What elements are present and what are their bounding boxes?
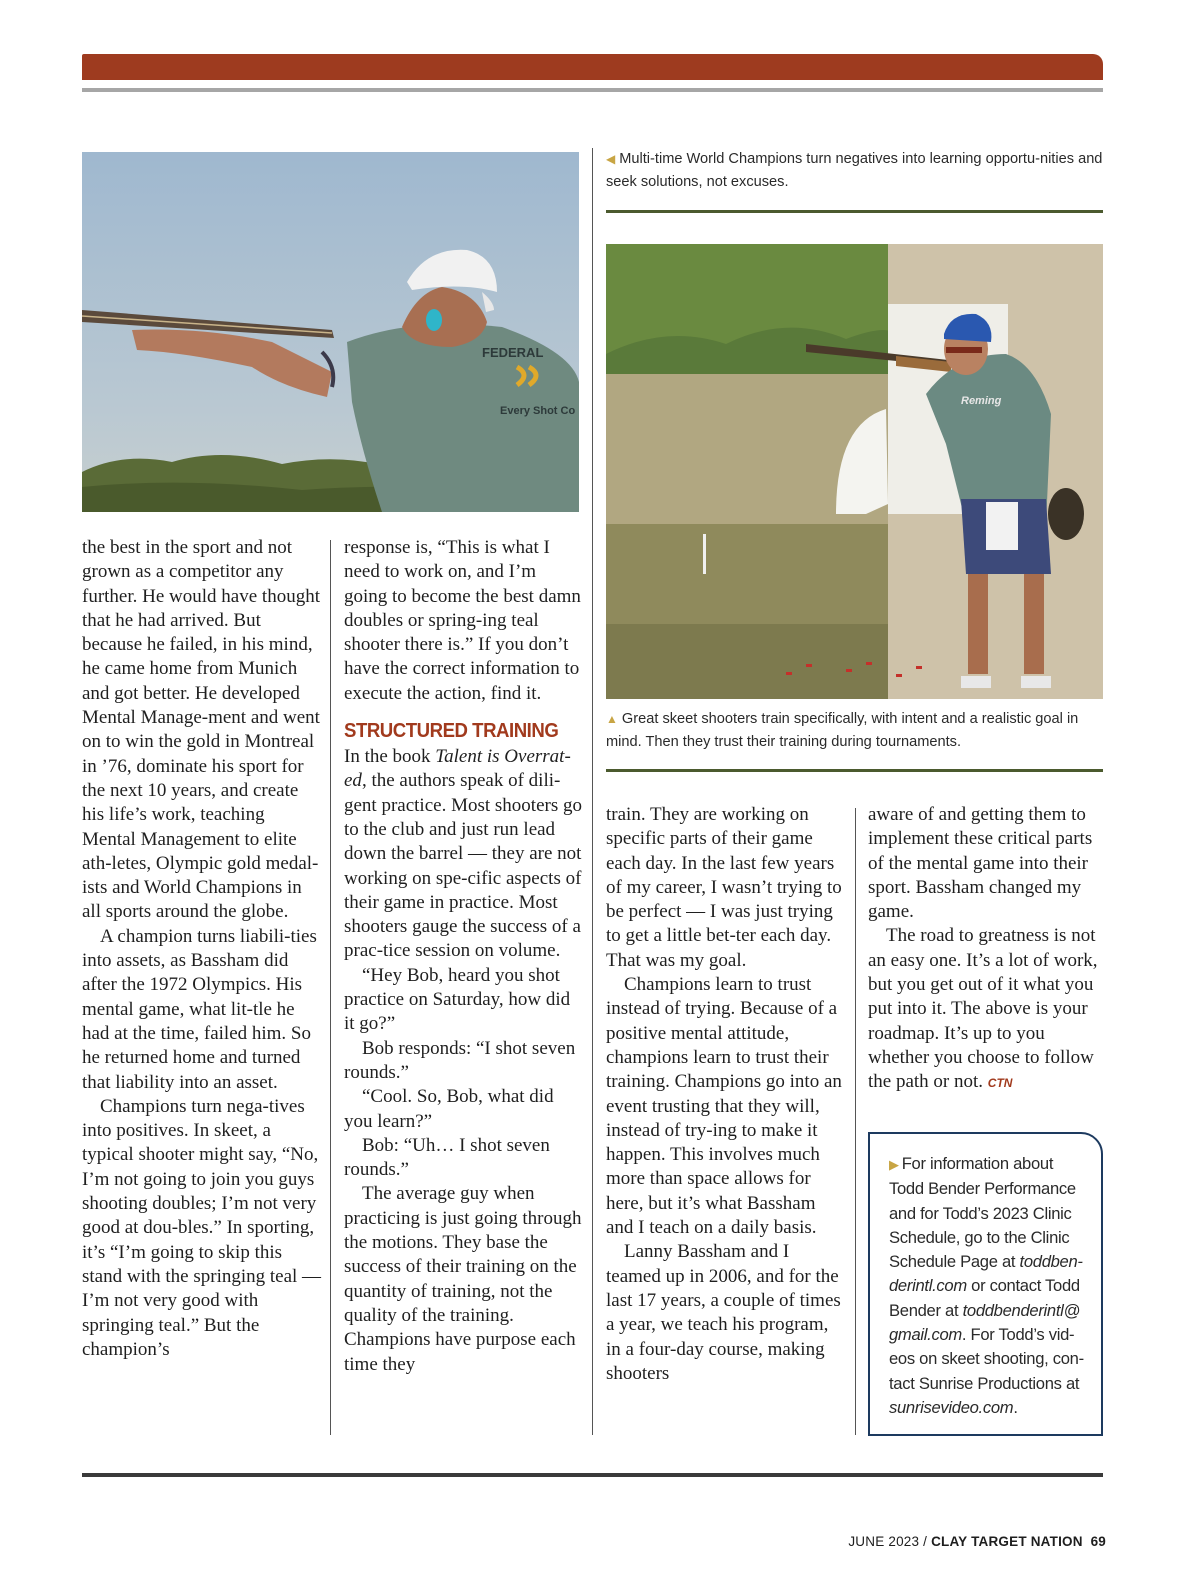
paragraph: response is, “This is what I need to work on, and I’m going to become the best damn doubles or spring-ing teal shooter there is.” If you don’t have the correct information to execute the action, find it. — [344, 537, 581, 704]
paragraph — [344, 745, 584, 964]
shirt-text-reming: Reming — [961, 395, 1002, 407]
header-color-bar — [82, 54, 1103, 80]
section-heading: STRUCTURED TRAINING — [344, 720, 559, 743]
caption-rule-top — [606, 210, 1103, 213]
info-text: . For Todd’s vid-eos on skeet shooting, con-tact Sunrise Productions at — [889, 1325, 1084, 1393]
paragraph: “Hey Bob, heard you shot practice on Saturday, how did it go?” — [344, 964, 571, 1035]
paragraph: Bob: “Uh… I shot seven rounds.” — [344, 1134, 550, 1181]
paragraph: Champions learn to trust instead of trying. Because of a positive mental attitude, champions learn to trust their training. Champions go into an event trusting that they will, instead of try-ing to make it happen. This involves much more than space allows for here, but it’s what Bassham and I teach on a daily basis. — [606, 974, 842, 1239]
column-divider-2 — [592, 148, 593, 1435]
paragraph: Champions turn nega-tives into positives. In skeet, a typical shooter might say, “No, I’m not going to join you guys shooting doubles; I’m not very good at dou-bles.” In sporting, it’s “I’m going to skip this stand with the springing teal — I’m not very good with springing teal.” But the champion’s — [82, 1095, 322, 1360]
info-arrow-right-icon: ▶ — [889, 1157, 899, 1172]
info-box — [868, 1132, 1103, 1436]
text-column-4 — [868, 803, 1108, 1096]
column-divider-1 — [330, 540, 331, 1435]
photo-skeet-station — [606, 244, 1103, 699]
text-column-2 — [344, 536, 584, 1377]
info-text: or contact Todd Bender at — [889, 1276, 1080, 1320]
caption-top-text: Multi-time World Champions turn negatives into learning opportu-nities and seek solutions, not excuses. — [606, 151, 1103, 190]
footer-rule — [82, 1473, 1103, 1477]
video-site-link[interactable]: sunrisevideo.com — [889, 1397, 1014, 1417]
paragraph: Bob responds: “I shot seven rounds.” — [344, 1037, 576, 1083]
book-title: Talent is Overrat-ed — [344, 746, 571, 792]
text-column-1 — [82, 536, 322, 1362]
text-column-3 — [606, 803, 846, 1386]
page-footer — [848, 1534, 1106, 1549]
caption-top — [606, 148, 1106, 194]
paragraph — [868, 924, 1108, 1095]
paragraph: the best in the sport and not grown as a competitor any further. He would have thought that he had arrived. But because he failed, in his mind, he came home from Munich and got better. He developed Mental Manage-ment and went on to win the gold in Montreal in ’76, dominate his sport for the next 10 years, and create his life’s work, teaching Mental Management to elite ath-letes, Olympic gold medal-ists and World Champions in all sports around the globe. — [82, 537, 320, 923]
caption-arrow-left-icon: ◀ — [606, 152, 616, 166]
page-number: 69 — [1090, 1534, 1106, 1549]
caption-bottom-text: Great skeet shooters train specifically, with intent and a realistic goal in mind. Then they trust their training during tournaments. — [606, 711, 1079, 750]
email-link[interactable]: toddbenderintl@ gmail.com — [889, 1300, 1081, 1345]
info-text: For information about Todd Bender Performance and for Todd’s 2023 Clinic Schedule, go to the Clinic Schedule Page at — [889, 1154, 1076, 1272]
ctn-end-mark-icon: CTN — [987, 1076, 1013, 1091]
footer-magazine: CLAY TARGET NATION — [931, 1534, 1083, 1549]
info-text: . — [1013, 1397, 1018, 1417]
paragraph: Lanny Bassham and I teamed up in 2006, and for the last 17 years, a couple of times a year, we teach his program, in a four-day course, making shooters — [606, 1241, 841, 1384]
column-divider-3 — [855, 808, 856, 1435]
text-run: , the authors speak of dili-gent practice. Most shooters go to the club and just run lead down the barrel — they are not working on spe-cific aspects of their game in practice. Most shooters gauge the success of a prac-tice session on volume. — [344, 770, 582, 962]
text-run: In the book — [344, 746, 436, 768]
paragraph: aware of and getting them to implement these critical parts of the mental game into their sport. Bassham changed my game. — [868, 804, 1093, 923]
shirt-text-slogan: Every Shot Co — [500, 405, 576, 417]
paragraph: train. They are working on specific parts of their game each day. In the last few years of my career, I wasn’t trying to be perfect — I was just trying to get a little bet-ter each day. That was my goal. — [606, 804, 842, 971]
header-rule — [82, 88, 1103, 92]
footer-date: JUNE 2023 / — [848, 1534, 932, 1549]
shirt-text-federal: FEDERAL — [482, 345, 544, 360]
photo-shooter-sky — [82, 152, 579, 512]
caption-bottom — [606, 708, 1106, 754]
paragraph: A champion turns liabili-ties into assets, as Bassham did after the 1972 Olympics. His mental game, what lit-tle he had at the time, failed him. So he returned home and turned that liability into an asset. — [82, 925, 317, 1093]
caption-arrow-up-icon: ▲ — [606, 712, 618, 726]
text-run: The road to greatness is not an easy one. It’s a lot of work, but you get out of it what you put into it. The above is your roadmap. It’s up to you whether you choose to follow the path or not. — [868, 925, 1098, 1093]
caption-rule-bottom — [606, 769, 1103, 772]
website-link[interactable]: toddben-derintl.com — [889, 1252, 1083, 1296]
paragraph: The average guy when practicing is just going through the motions. They base the success of their training on the quantity of training, not the quality of the training. Champions have purpose each time they — [344, 1183, 582, 1375]
paragraph: “Cool. So, Bob, what did you learn?” — [344, 1086, 554, 1132]
